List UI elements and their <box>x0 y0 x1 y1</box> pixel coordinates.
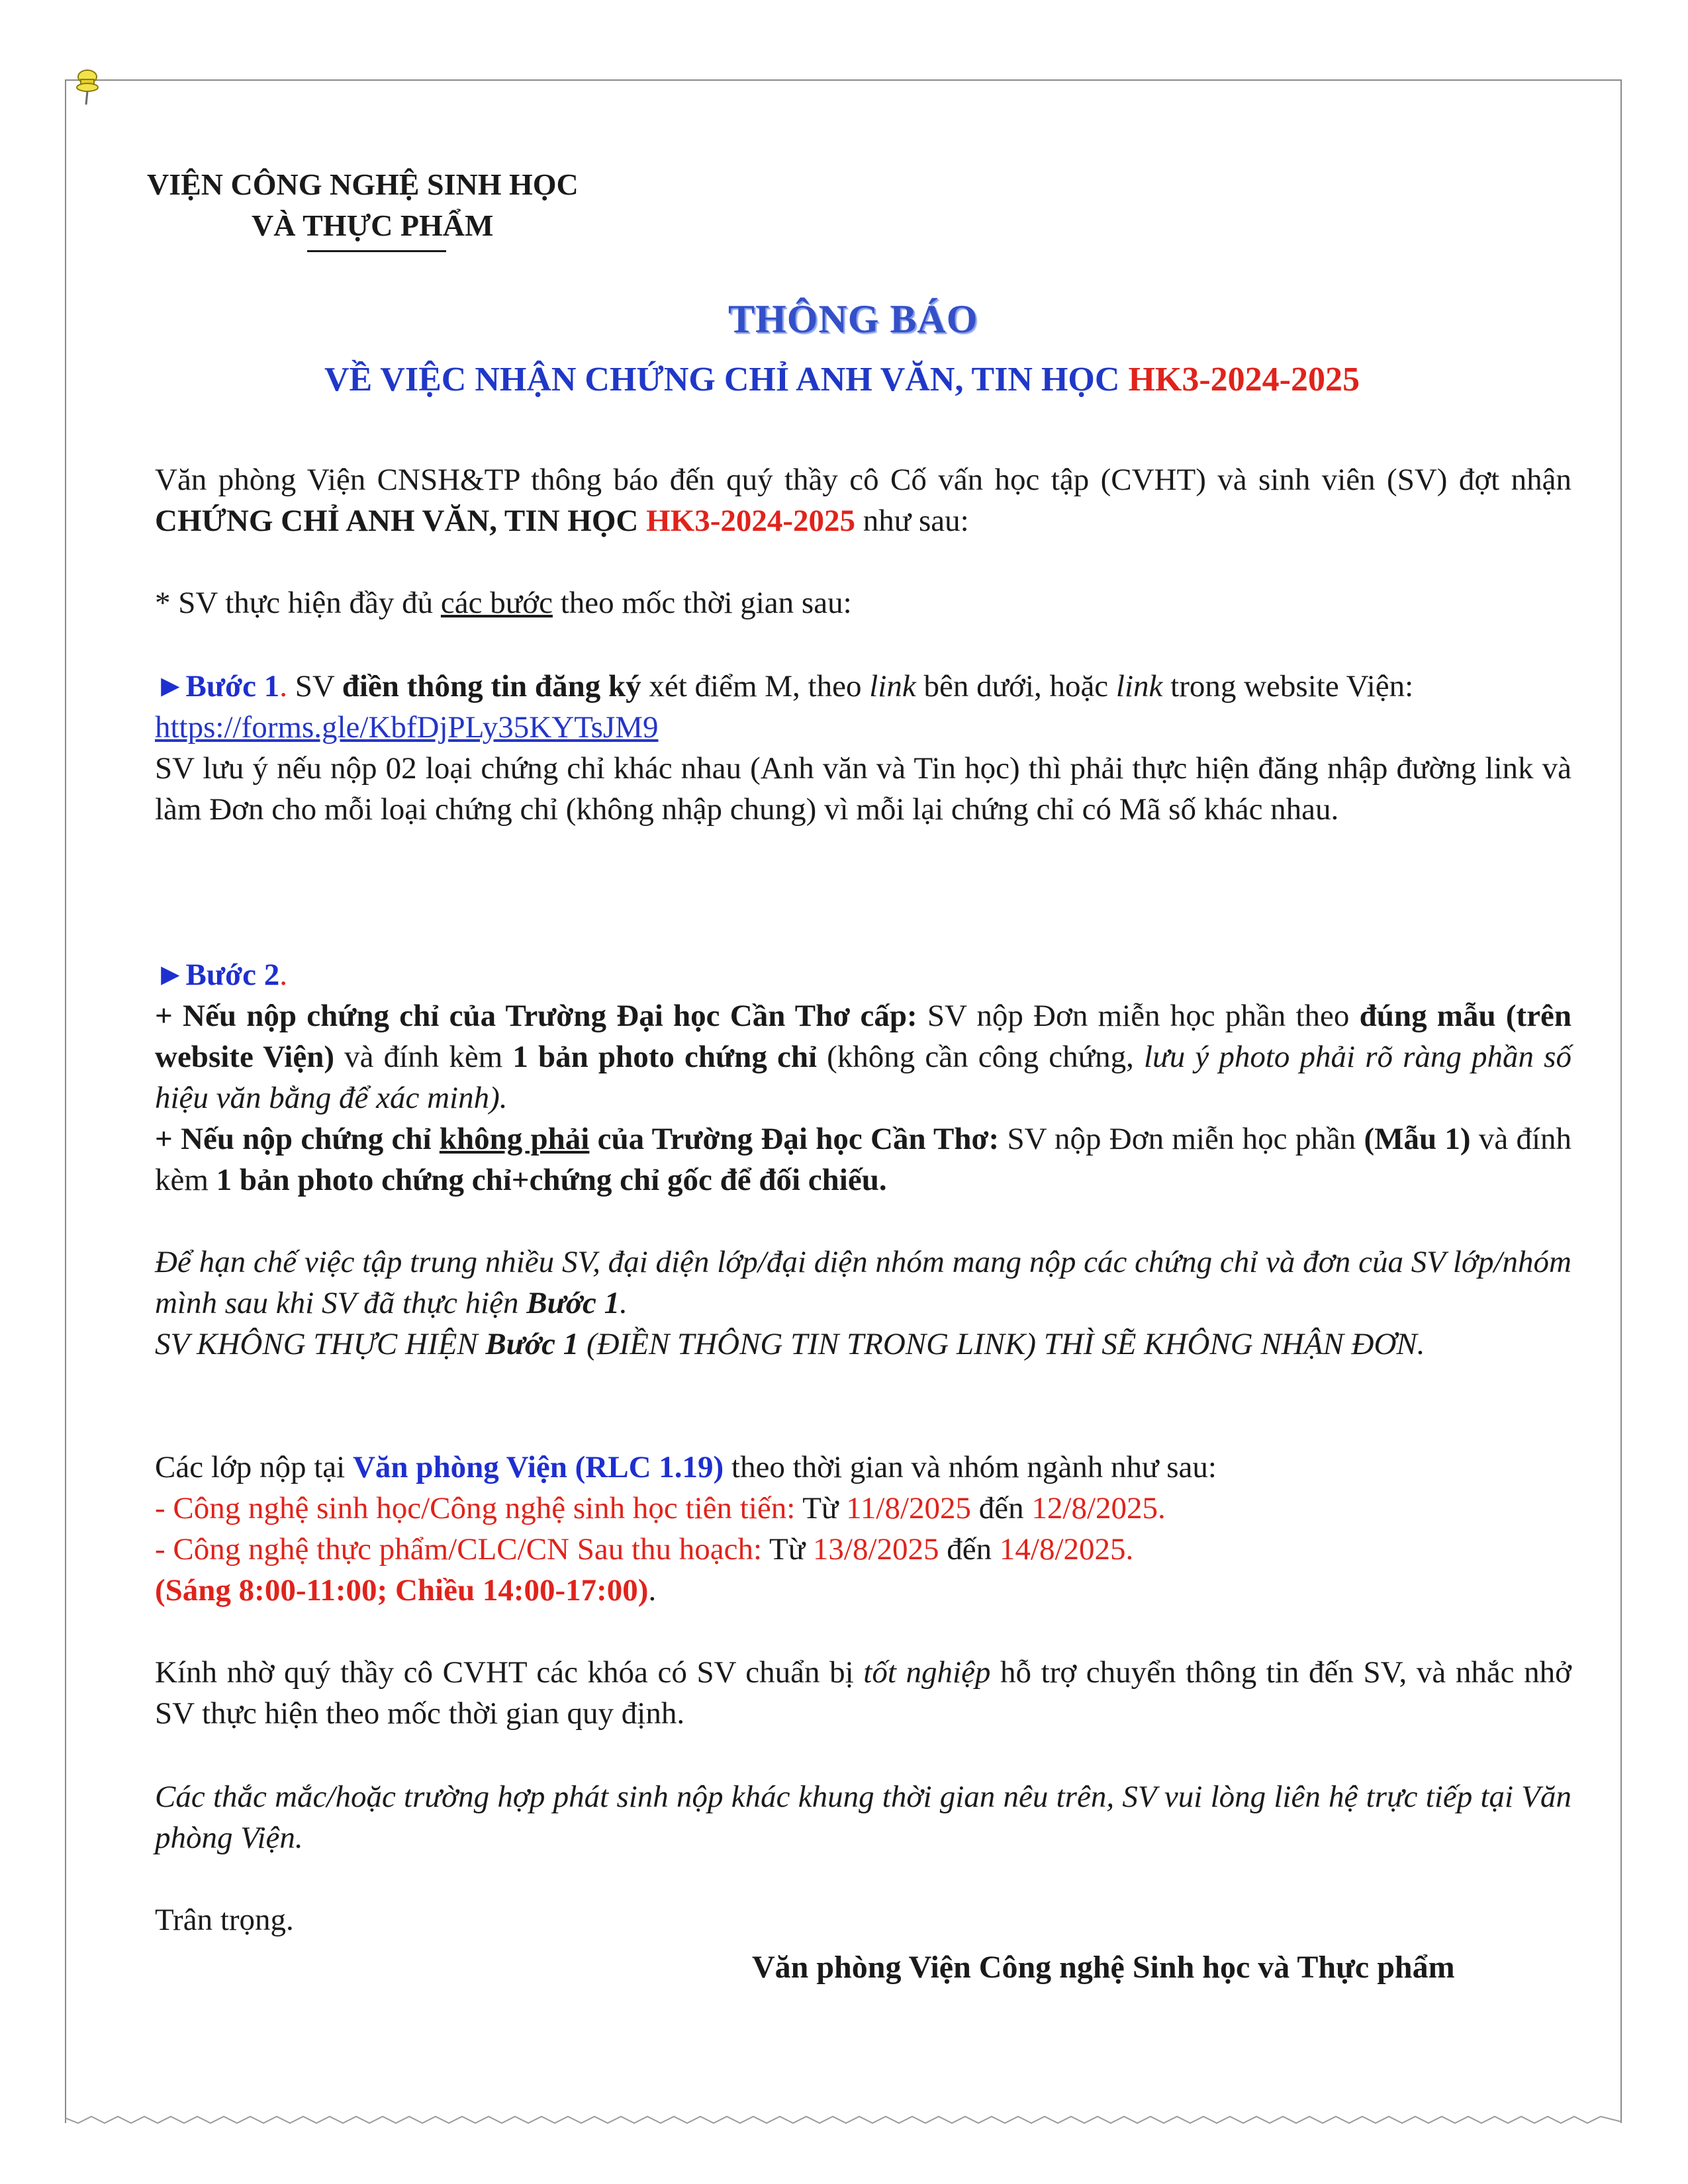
org-underline <box>307 250 446 252</box>
request-italic: tốt nghiệp <box>863 1655 991 1690</box>
notice-paragraph <box>155 1242 1571 1365</box>
notice-bold: Bước 1 <box>526 1286 620 1320</box>
step1-section <box>155 666 1571 830</box>
schedule-hours-end: . <box>648 1573 657 1608</box>
notice-text: Để hạn chế việc tập trung nhiều SV, đại diện lớp/đại diện nhóm mang nộp các chứng chỉ và đơn của SV lớp/nhóm mình sau khi SV đã thực hiện <box>155 1245 1571 1320</box>
step1-text: bên dưới, hoặc <box>915 669 1116 704</box>
request-text: hỗ trợ chuyển thông tin đến SV, và nhắc nhở SV thực hiện theo mốc thời gian quy định. <box>155 1655 1571 1731</box>
step2-text: và đính kèm <box>155 1122 1572 1197</box>
notice-subtitle <box>324 360 1360 399</box>
step1-text: SV <box>287 669 342 704</box>
schedule-date: 12/8/2025. <box>1031 1491 1166 1525</box>
step2-bold: đúng mẫu (trên website Viện) <box>155 999 1571 1074</box>
schedule-hours: (Sáng 8:00-11:00; Chiều 14:00-17:00) <box>155 1573 649 1608</box>
org-name-line2: VÀ THỰC PHẨM <box>252 208 494 242</box>
notice-warning: SV KHÔNG THỰC HIỆN <box>155 1327 486 1361</box>
steps-intro-underline: các bước <box>440 586 553 620</box>
intro-term: HK3-2024-2025 <box>646 504 855 538</box>
schedule-text: Các lớp nộp tại <box>155 1450 353 1484</box>
schedule-place: Văn phòng Viện (RLC 1.19) <box>352 1450 724 1484</box>
schedule-date: 13/8/2025 <box>812 1532 939 1567</box>
step2-bold: của Trường Đại học Cần Thơ: <box>589 1122 1000 1156</box>
contact-paragraph <box>155 1776 1571 1858</box>
schedule-section <box>155 1447 1571 1611</box>
request-text: Kính nhờ quý thầy cô CVHT các khóa có SV chuẩn bị <box>155 1655 864 1690</box>
step2-underline: không phải <box>439 1122 590 1156</box>
schedule-to: đến <box>971 1491 1032 1525</box>
step1-text: trong website Viện: <box>1162 669 1414 704</box>
notice-title: THÔNG BÁO <box>728 297 978 341</box>
schedule-date: 11/8/2025 <box>846 1491 972 1525</box>
schedule-date: 14/8/2025. <box>999 1532 1134 1567</box>
torn-edge <box>65 2111 1622 2131</box>
closing-text: Trân trọng. <box>155 1903 294 1937</box>
subtitle-term: HK3-2024-2025 <box>1128 361 1360 398</box>
step1-note: SV lưu ý nếu nộp 02 loại chứng chỉ khác nhau (Anh văn và Tin học) thì phải thực hiện đăng nhập đường link và làm Đơn cho mỗi loại chứng chỉ (không nhập chung) vì mỗi lại chứng chỉ có Mã số khác nhau. <box>155 751 1571 827</box>
contact-text: Các thắc mắc/hoặc trường hợp phát sinh nộp khác khung thời gian nêu trên, SV vui lòng liên hệ trực tiếp tại Văn phòng Viện. <box>155 1780 1571 1855</box>
step2-section <box>155 954 1571 1201</box>
step1-italic: link <box>1115 669 1163 704</box>
step2-dot: . <box>279 958 287 992</box>
step2-bold: 1 bản photo chứng chỉ <box>512 1040 818 1074</box>
notice-text: . <box>620 1286 628 1320</box>
step1-text: xét điểm M, theo <box>641 669 870 704</box>
schedule-from: Từ <box>795 1491 847 1525</box>
step2-case-ctu: + Nếu nộp chứng chỉ của Trường Đại học Cần Thơ cấp: <box>155 999 917 1033</box>
closing <box>155 1899 1571 1940</box>
intro-paragraph <box>155 459 1571 541</box>
signature: Văn phòng Viện Công nghệ Sinh học và Thực phẩm <box>752 1950 1455 1985</box>
steps-intro-text-end: theo mốc thời gian sau: <box>552 586 852 620</box>
step1-bold: điền thông tin đăng ký <box>342 669 641 704</box>
step2-text: và đính kèm <box>334 1040 513 1074</box>
step2-text: SV nộp Đơn miễn học phần <box>999 1122 1364 1156</box>
step2-text: (không cần công chứng, <box>817 1040 1144 1074</box>
steps-intro-text: * SV thực hiện đầy đủ <box>155 586 441 620</box>
intro-text-end: như sau: <box>855 504 969 538</box>
schedule-to: đến <box>939 1532 1000 1567</box>
subtitle-main: VỀ VIỆC NHẬN CHỨNG CHỈ ANH VĂN, TIN HỌC <box>324 361 1129 398</box>
step2-italic: lưu ý photo phải rõ ràng phần số hiệu văn bằng để xác minh). <box>155 1040 1571 1115</box>
steps-intro <box>155 582 1571 623</box>
schedule-group-foodtech: - Công nghệ thực phẩm/CLC/CN Sau thu hoạch: <box>155 1532 763 1567</box>
schedule-from: Từ <box>762 1532 813 1567</box>
step2-marker: ►Bước 2 <box>155 958 280 992</box>
notice-warning: (ĐIỀN THÔNG TIN TRONG LINK) THÌ SẼ KHÔNG NHẬN ĐƠN. <box>579 1327 1425 1361</box>
schedule-group-biotech: - Công nghệ sinh học/Công nghệ sinh học tiên tiến: <box>155 1491 796 1525</box>
notice-bold: Bước 1 <box>485 1327 579 1361</box>
step1-marker: ►Bước 1 <box>155 669 280 704</box>
registration-form-link[interactable]: https://forms.gle/KbfDjPLy35KYTsJM9 <box>155 710 659 745</box>
step1-dot: . <box>279 669 287 704</box>
step2-bold: 1 bản photo chứng chỉ+chứng chỉ gốc để đối chiếu. <box>216 1163 887 1197</box>
step2-text: SV nộp Đơn miễn học phần theo <box>917 999 1360 1033</box>
request-paragraph <box>155 1652 1571 1734</box>
pushpin-icon <box>66 64 109 106</box>
step2-case-other: + Nếu nộp chứng chỉ <box>155 1122 440 1156</box>
intro-text: Văn phòng Viện CNSH&TP thông báo đến quý thầy cô Cố vấn học tập (CVHT) và sinh viên (SV) đợt nhận <box>155 463 1571 497</box>
step2-bold: (Mẫu 1) <box>1364 1122 1471 1156</box>
step1-italic: link <box>869 669 916 704</box>
org-name-line1: VIỆN CÔNG NGHỆ SINH HỌC <box>147 167 579 201</box>
intro-bold: CHỨNG CHỈ ANH VĂN, TIN HỌC <box>155 504 647 538</box>
schedule-text: theo thời gian và nhóm ngành như sau: <box>724 1450 1217 1484</box>
